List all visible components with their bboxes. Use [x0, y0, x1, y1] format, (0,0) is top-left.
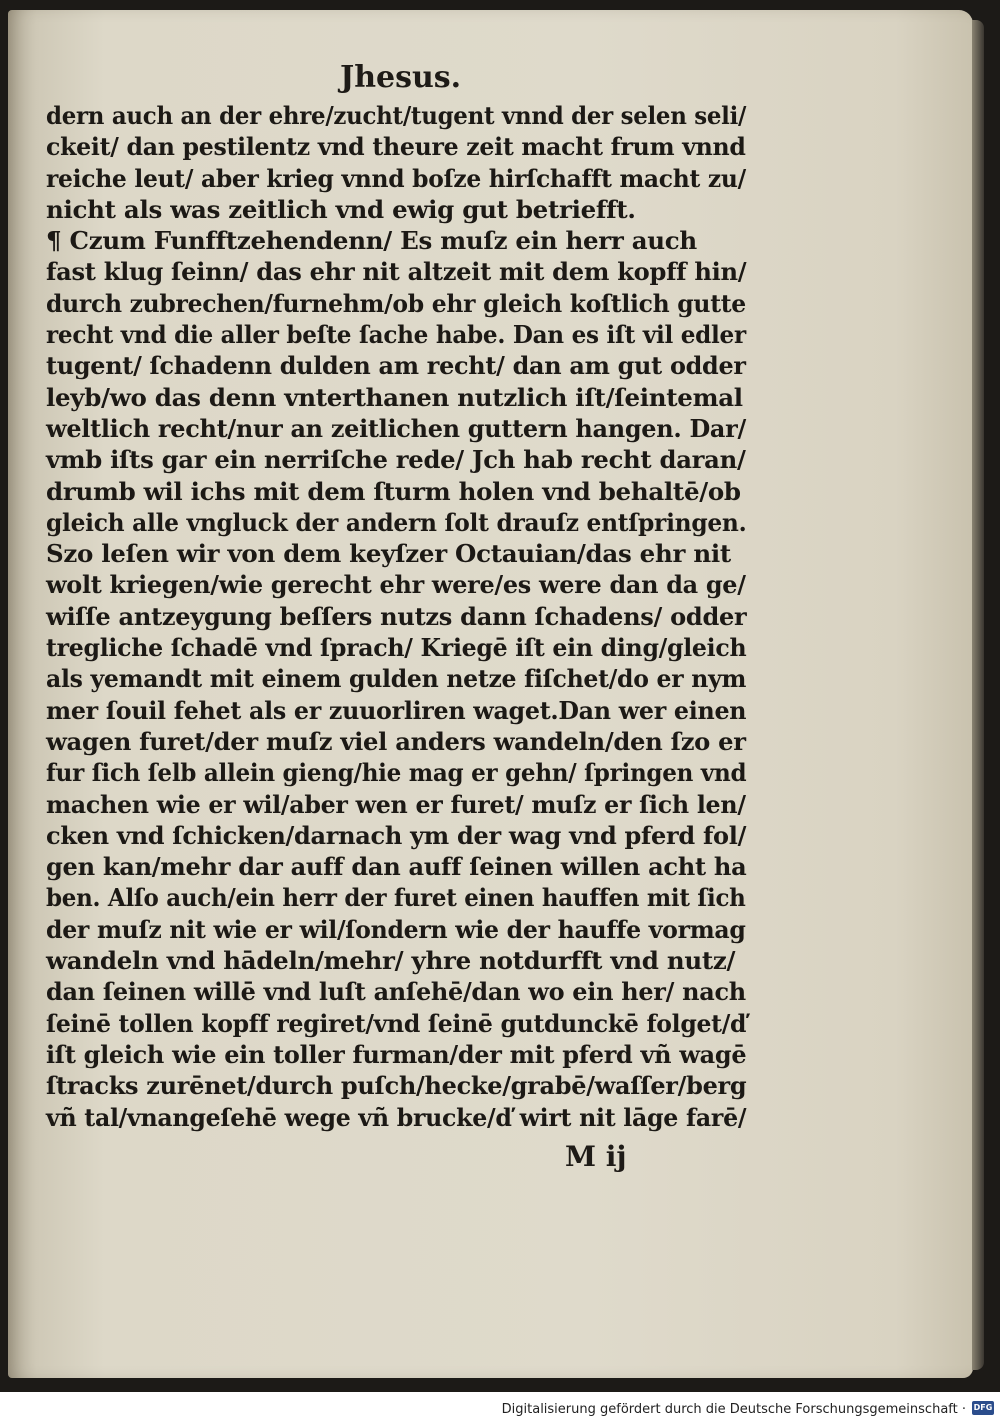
page-header: Jhesus.	[340, 60, 462, 95]
text-line: tregliche ſchadē vnd ſprach/ Kriegē iſt ein ding/gleich	[46, 633, 747, 663]
text-line: durch zubrechen/furnehm/ob ehr gleich koſtlich gutte	[46, 288, 746, 318]
text-line: recht vnd die aller beſte ſache habe. Dan es iſt vil edler	[46, 320, 746, 350]
text-line: nicht als was zeitlich vnd ewig gut betriefft.	[46, 194, 636, 224]
text-line: Szo leſen wir von dem keyſzer Octauian/das ehr nit	[46, 539, 731, 569]
text-line: tugent/ ſchadenn dulden am recht/ dan am gut odder	[46, 351, 746, 381]
text-line: vmb iſts gar ein nerriſche rede/ Jch hab recht daran/	[46, 445, 746, 475]
text-line: gleich alle vngluck der andern ſolt drauſz entſpringen.	[46, 507, 747, 537]
text-line: iſt gleich wie ein toller furman/der mit pferd vñ wagē	[46, 1039, 747, 1069]
text-line: ¶ Czum Funfftzehendenn/ Es muſz ein herr auch	[46, 226, 697, 256]
text-line: als yemandt mit einem gulden netze fiſchet/do er nym	[46, 664, 747, 694]
funding-credit: Digitalisierung gefördert durch die Deutsche Forschungsgemeinschaft ·	[501, 1402, 966, 1417]
text-line: dan ſeinen willē vnd luſt anſehē/dan wo ein her/ nach	[46, 977, 746, 1007]
text-line: gen kan/mehr dar auff dan auff ſeinen willen acht ha	[46, 852, 747, 882]
text-line: cken vnd ſchicken/darnach ym der wag vnd pferd fol/	[46, 820, 747, 850]
body-text	[46, 100, 746, 1133]
text-line: ſeinē tollen kopff regiret/vnd ſeinē gutdunckē folget/ď	[46, 1008, 747, 1038]
text-line: leyb/wo das denn vnterthanen nutzlich iſt/ſeintemal	[46, 382, 743, 412]
text-line: machen wie er wil/aber wen er furet/ muſz er ſich len/	[46, 789, 746, 819]
text-line: ckeit/ dan pestilentz vnd theure zeit macht frum vnnd	[46, 132, 746, 162]
text-line: ben. Alſo auch/ein herr der furet einen hauffen mit ſich	[46, 883, 746, 913]
signature-mark: M ij	[565, 1140, 627, 1173]
text-line: mer ſouil fehet als er zuuorliren waget.Dan wer einen	[46, 695, 747, 725]
text-line: weltlich recht/nur an zeitlichen guttern hangen. Dar/	[46, 413, 746, 443]
text-line: wagen furet/der muſz viel anders wandeln/den ſzo er	[46, 726, 746, 756]
text-line: drumb wil ichs mit dem ſturm holen vnd behaltē/ob	[46, 476, 741, 506]
text-line: dern auch an der ehre/zucht/tugent vnnd der selen seli/	[46, 101, 747, 130]
page-edge	[972, 20, 984, 1370]
text-line: vñ tal/vnangeſehē wege vñ brucke/ď wirt nit lāge farē/	[46, 1102, 747, 1132]
text-line: fast klug ſeinn/ das ehr nit altzeit mit dem kopff hin/	[46, 257, 747, 287]
text-line: ſtracks zurēnet/durch puſch/hecke/grabē/waſſer/berg	[46, 1071, 747, 1101]
text-line: wolt kriegen/wie gerecht ehr were/es were dan da ge/	[46, 570, 746, 600]
text-line: wandeln vnd hādeln/mehr/ yhre notdurfft vnd nutz/	[46, 946, 736, 976]
text-line: wiſſe antzeygung beſſers nutzs dann ſchadens/ odder	[46, 601, 747, 631]
text-line: reiche leut/ aber krieg vnnd boſze hirſchafft macht zu/	[46, 163, 746, 193]
text-line: der muſz nit wie er wil/ſondern wie der hauffe vormag	[46, 914, 746, 944]
footer-bar	[0, 1392, 1000, 1428]
dfg-logo: DFG	[972, 1401, 994, 1415]
text-line: fur ſich ſelb allein gieng/hie mag er gehn/ ſpringen vnd	[46, 758, 747, 788]
